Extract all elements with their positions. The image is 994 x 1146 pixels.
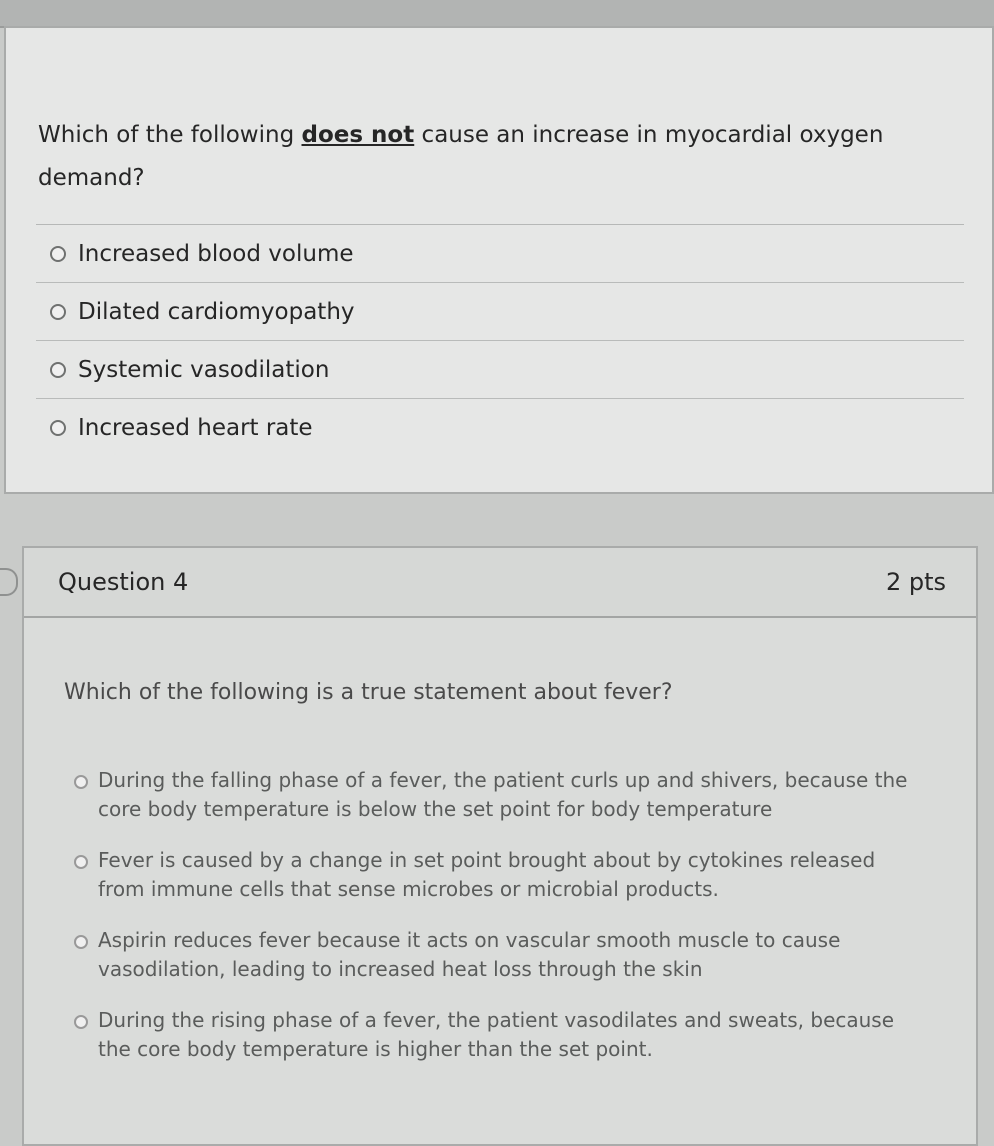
answer-option[interactable] (74, 1006, 924, 1064)
radio-button-icon[interactable] (74, 775, 88, 789)
question-4-answers (74, 766, 924, 1086)
question-text-emphasis: does not (301, 122, 415, 148)
question-title: Question 4 (58, 568, 189, 596)
answer-option[interactable] (36, 341, 964, 399)
question-4-header (24, 548, 976, 618)
question-4-card (22, 546, 978, 1146)
radio-button-icon[interactable] (50, 304, 66, 320)
question-points: 2 pts (885, 568, 946, 596)
answer-label: Increased blood volume (78, 240, 354, 267)
radio-button-icon[interactable] (50, 420, 66, 436)
radio-button-icon[interactable] (50, 246, 66, 262)
answer-label: Aspirin reduces fever because it acts on vascular smooth muscle to cause vasodilation, leading to increased heat loss through the skin (98, 928, 841, 981)
answer-label: Increased heart rate (78, 414, 313, 441)
radio-button-icon[interactable] (50, 362, 66, 378)
answer-label: During the falling phase of a fever, the patient curls up and shivers, because the core body temperature is below the set point for body temperature (98, 768, 908, 821)
radio-button-icon[interactable] (74, 1015, 88, 1029)
answer-option[interactable] (74, 926, 924, 984)
answer-label: Systemic vasodilation (78, 356, 330, 383)
question-4-text: Which of the following is a true statement about fever? (64, 680, 673, 705)
answer-label: Dilated cardiomyopathy (78, 298, 355, 325)
flag-question-icon[interactable] (0, 568, 18, 596)
answer-option[interactable] (36, 225, 964, 283)
previous-question-header-strip (0, 0, 994, 28)
question-text-end: cause an increase in myocardial oxygen demand? (38, 122, 884, 191)
question-3-answers (36, 224, 964, 456)
radio-button-icon[interactable] (74, 855, 88, 869)
answer-label: Fever is caused by a change in set point brought about by cytokines released from immune cells that sense microbes or microbial products. (98, 848, 876, 901)
answer-option[interactable] (36, 399, 964, 456)
question-3-card (4, 26, 994, 494)
radio-button-icon[interactable] (74, 935, 88, 949)
answer-option[interactable] (74, 846, 924, 904)
question-3-text (38, 114, 938, 200)
answer-label: During the rising phase of a fever, the patient vasodilates and sweats, because the core body temperature is higher than the set point. (98, 1008, 895, 1061)
answer-option[interactable] (36, 283, 964, 341)
question-text-start: Which of the following (38, 122, 302, 148)
answer-option[interactable] (74, 766, 924, 824)
